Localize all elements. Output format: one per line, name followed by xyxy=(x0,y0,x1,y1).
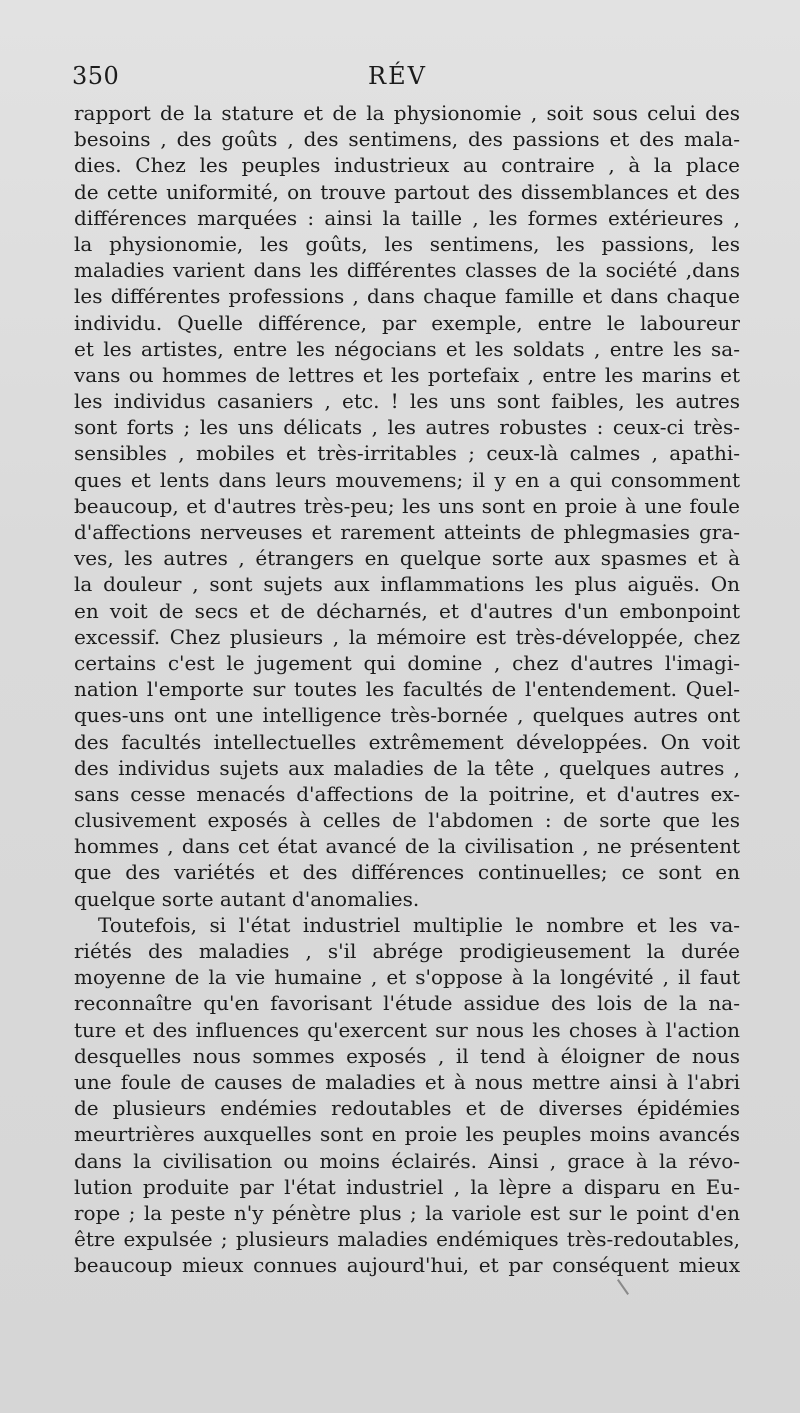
text-line: sont forts ; les uns délicats , les autres robustes : ceux-ci très- xyxy=(74,415,740,440)
text-line: en voit de secs et de décharnés, et d'autres d'un embonpoint xyxy=(74,598,740,623)
text-line: dies. Chez les peuples industrieux au contraire , à la place xyxy=(74,153,740,178)
text-line: individu. Quelle différence, par exemple, entre le laboureur xyxy=(74,310,740,335)
text-line: desquelles nous sommes exposés , il tend à éloigner de nous xyxy=(74,1043,740,1068)
text-line: ture et des influences qu'exercent sur nous les choses à l'action xyxy=(74,1017,740,1042)
text-line: clusivement exposés à celles de l'abdomen : de sorte que les xyxy=(74,808,740,833)
text-line: rapport de la stature et de la physionomie , soit sous celui des xyxy=(74,101,740,125)
text-line: excessif. Chez plusieurs , la mémoire est très-développée, chez xyxy=(74,624,740,649)
ink-speck xyxy=(617,1279,629,1295)
text-line: différences marquées : ainsi la taille , les formes extérieures , xyxy=(74,205,740,230)
text-line: meurtrières auxquelles sont en proie les peuples moins avancés xyxy=(74,1122,740,1147)
text-line: vans ou hommes de lettres et les portefaix , entre les marins et xyxy=(74,362,740,387)
text-line: sans cesse menacés d'affections de la poitrine, et d'autres ex- xyxy=(74,781,740,806)
text-line: des facultés intellectuelles extrêmement développées. On voit xyxy=(74,729,740,754)
body-text xyxy=(74,100,740,1278)
text-line: ques-uns ont une intelligence très-bornée , quelques autres ont xyxy=(74,703,740,728)
text-line: une foule de causes de maladies et à nous mettre ainsi à l'abri xyxy=(74,1069,740,1094)
text-line: d'affections nerveuses et rarement atteints de phlegmasies gra- xyxy=(74,520,740,544)
page-number: 350 xyxy=(72,62,120,90)
text-line: besoins , des goûts , des sentimens, des passions et des mala- xyxy=(74,127,740,152)
text-line: et les artistes, entre les négocians et les soldats , entre les sa- xyxy=(74,336,740,361)
text-line: de plusieurs endémies redoutables et de diverses épidémies xyxy=(74,1096,740,1121)
text-line: lution produite par l'état industriel , la lèpre a disparu en Eu- xyxy=(74,1174,740,1199)
text-line: beaucoup, et d'autres très-peu; les uns sont en proie à une foule xyxy=(74,493,740,518)
text-line: beaucoup mieux connues aujourd'hui, et par conséquent mieux xyxy=(74,1253,740,1278)
page-header xyxy=(72,62,738,96)
text-line: maladies varient dans les différentes classes de la société ,dans xyxy=(74,258,740,283)
text-line: rope ; la peste n'y pénètre plus ; la variole est sur le point d'en xyxy=(74,1200,740,1225)
text-line: être expulsée ; plusieurs maladies endémiques très-redoutables, xyxy=(74,1227,740,1252)
running-head: RÉV xyxy=(368,62,427,90)
text-line: les individus casaniers , etc. ! les uns sont faibles, les autres xyxy=(74,389,740,414)
text-line: ques et lents dans leurs mouvemens; il y en a qui consomment xyxy=(74,467,740,492)
text-line: reconnaître qu'en favorisant l'étude assidue des lois de la na- xyxy=(74,991,740,1016)
text-line: moyenne de la vie humaine , et s'oppose à la longévité , il faut xyxy=(74,965,740,990)
text-line: nation l'emporte sur toutes les facultés de l'entendement. Quel- xyxy=(74,677,740,702)
text-line: certains c'est le jugement qui domine , chez d'autres l'imagi- xyxy=(74,650,740,675)
text-line: hommes , dans cet état avancé de la civilisation , ne présentent xyxy=(74,834,740,859)
paragraph-start-line: Toutefois, si l'état industriel multiplie le nombre et les va- xyxy=(98,912,740,937)
text-line: les différentes professions , dans chaque famille et dans chaque xyxy=(74,284,740,309)
text-line: de cette uniformité, on trouve partout des dissemblances et des xyxy=(74,179,740,204)
text-line: ves, les autres , étrangers en quelque sorte aux spasmes et à xyxy=(74,546,740,571)
text-line: riétés des maladies , s'il abrége prodigieusement la durée xyxy=(74,939,740,963)
text-line: que des variétés et des différences continuelles; ce sont en xyxy=(74,860,740,885)
paragraph-end-line: quelque sorte autant d'anomalies. xyxy=(74,886,420,911)
text-line: dans la civilisation ou moins éclairés. Ainsi , grace à la révo- xyxy=(74,1148,740,1173)
text-line: la physionomie, les goûts, les sentimens, les passions, les xyxy=(74,231,740,256)
text-line: la douleur , sont sujets aux inflammations les plus aiguës. On xyxy=(74,572,740,597)
text-line: sensibles , mobiles et très-irritables ; ceux-là calmes , apathi- xyxy=(74,441,740,466)
text-line: des individus sujets aux maladies de la tête , quelques autres , xyxy=(74,755,740,780)
